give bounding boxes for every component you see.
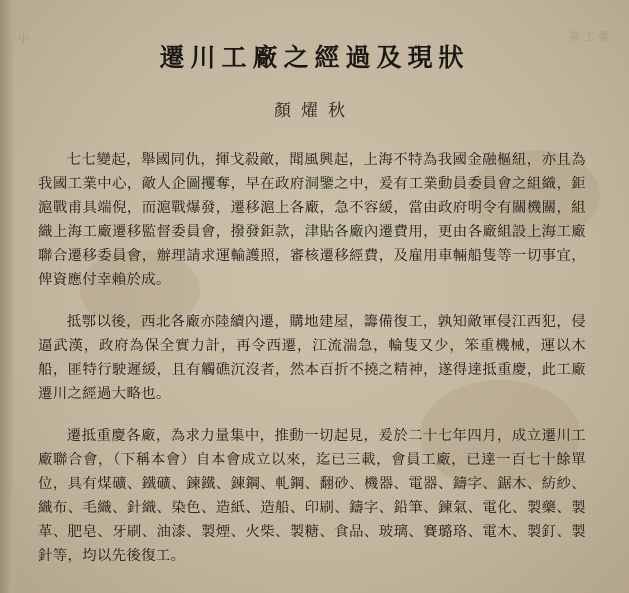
- page-binding-edge: [0, 0, 14, 593]
- bleed-through-text: 第 工 業: [569, 30, 609, 43]
- bleed-through-text: 中: [18, 32, 29, 45]
- article-body: [38, 148, 586, 586]
- paragraph-1: 七七變起，舉國同仇，揮戈殺敵，聞風興起，上海不特為我國金融樞紐，亦且為我國工業中心，敵人企圖攫奪，早在政府洞鑒之中，爰有工業動員委員會之組織，鉅滬戰甫具端倪，而滬戰爆發，遷移滬上各廠，急不容緩，當由政府明令有關機關，組織上海工廠遷移監督委員會，撥發鉅款，津貼各廠內遷費用，更由各廠組設上海工廠聯合遷移委員會，辦理請求運輸護照，審核遷移經費，及雇用車輛船隻等一切事宜，俾資應付幸賴於成。: [38, 152, 586, 288]
- paragraph-2: 抵鄂以後，西北各廠亦陸續內遷，購地建屋，籌備復工，孰知敵軍侵江西犯，侵逼武漢，政府為保全實力計，再令西遷，江流湍急，輪隻又少，笨重機械，運以木船，匪特行駛遲緩，且有觸礁沉沒者，然本百折不撓之精神，遂得達抵重慶，此工廠遷川之經過大略也。: [38, 314, 586, 402]
- article-author: 顏燿秋: [274, 101, 355, 121]
- article-title: 遷川工廠之經過及現狀: [159, 43, 470, 72]
- paragraph-3: 遷抵重慶各廠，為求力量集中，推動一切起見，爰於二十七年四月，成立遷川工廠聯合會，（下稱本會）自本會成立以來，迄已三載，會員工廠，已達一百七十餘單位，具有煤礦、鐵礦、鍊鐵、鍊鋼、軋鋼、翻砂、機器、電器、鑄字、鋸木、紡紗、織布、毛織、針織、染色、造紙、造船、印刷、鑄字、鉛筆、鍊氣、電化、製藥、製革、肥皂、牙刷、油漆、製煙、火柴、製糖、食品、玻璃、賽璐珞、電木、製釘、製針等，均以先後復工。: [38, 428, 586, 564]
